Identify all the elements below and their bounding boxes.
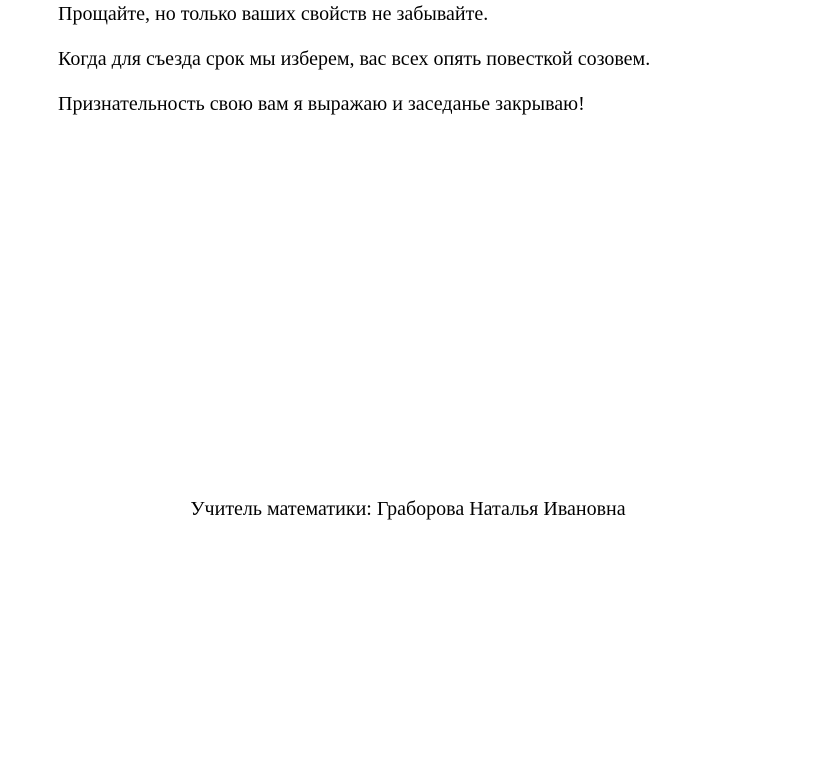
paragraph-next-meeting: Когда для съезда срок мы изберем, вас всех опять повесткой созовем. [58, 48, 651, 70]
author-signature-line: Учитель математики: Граборова Наталья Ивановна [190, 498, 626, 520]
paragraph-farewell: Прощайте, но только ваших свойств не забывайте. [58, 3, 489, 25]
paragraph-closing: Признательность свою вам я выражаю и заседанье закрываю! [58, 93, 585, 115]
